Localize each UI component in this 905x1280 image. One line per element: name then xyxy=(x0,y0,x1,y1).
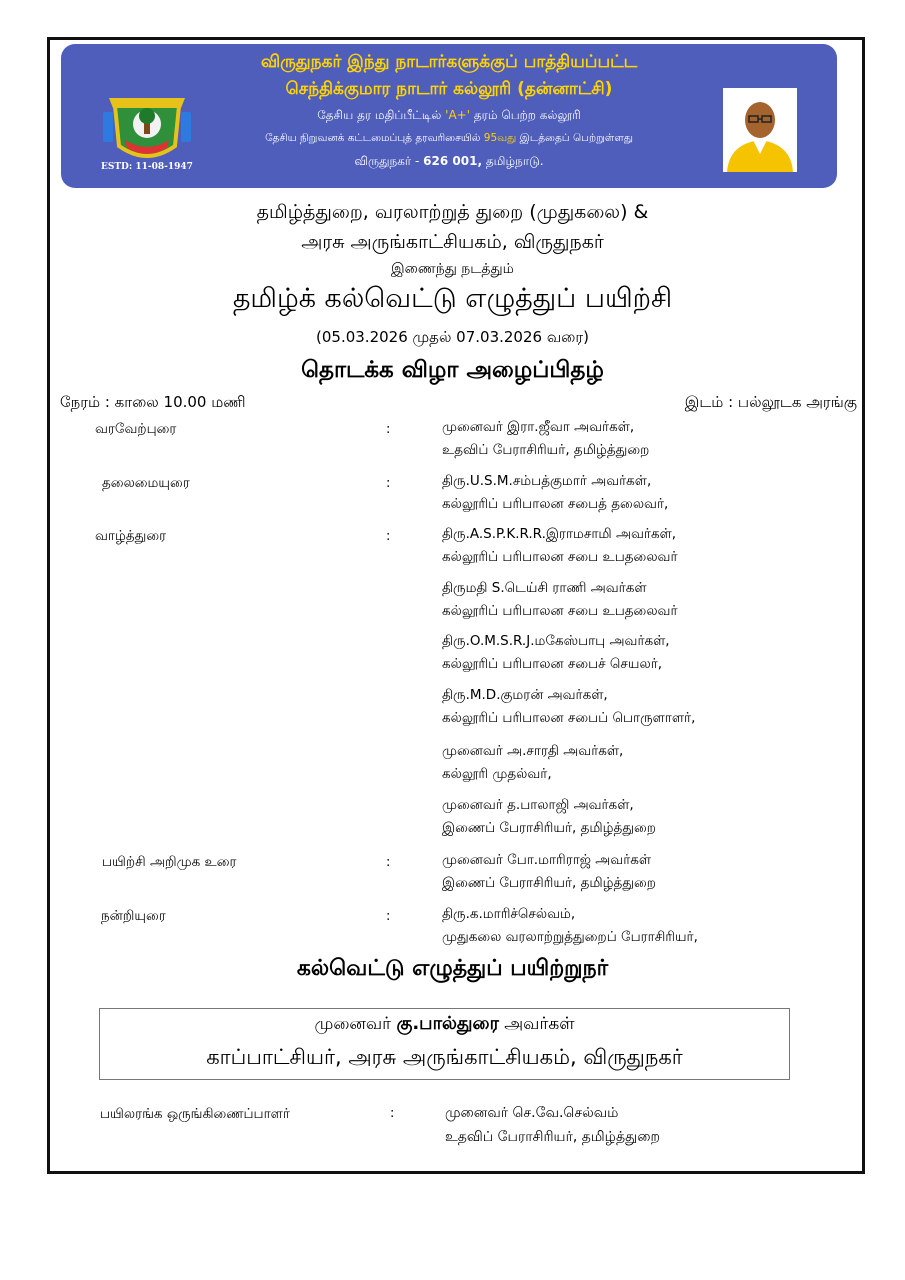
college-header-banner xyxy=(61,44,837,188)
event-dates: (05.03.2026 முதல் 07.03.2026 வரை) xyxy=(316,328,589,346)
greetings-speaker-4 xyxy=(442,684,695,730)
founder-portrait-icon xyxy=(723,88,797,172)
speaker-designation: கல்லூரிப் பரிபாலன சபைப் பொருளாளர், xyxy=(442,710,696,726)
speaker-name: திரு.க.மாரிச்செல்வம், xyxy=(442,906,576,922)
speaker-name: முனைவர் இரா.ஜீவா அவர்கள், xyxy=(442,419,635,435)
speaker-designation: இணைப் பேராசிரியர், தமிழ்த்துறை xyxy=(442,875,656,891)
speaker-name: திரு.M.D.குமரன் அவர்கள், xyxy=(442,687,608,703)
welcome-colon: : xyxy=(386,422,391,437)
greetings-speaker-2 xyxy=(442,577,678,623)
greetings-label: வாழ்த்துரை xyxy=(95,528,167,544)
event-title: தமிழ்க் கல்வெட்டு எழுத்துப் பயிற்சி xyxy=(232,283,673,314)
organizers-line2: அரசு அருங்காட்சியகம், விருதுநகர் xyxy=(301,231,604,253)
event-time: நேரம் : காலை 10.00 மணி xyxy=(60,393,246,411)
greetings-speaker-1 xyxy=(442,523,678,569)
speaker-name: திருமதி S.டெய்சி ராணி அவர்கள் xyxy=(442,580,647,596)
welcome-speaker xyxy=(442,416,649,462)
ranking-rank: 95வது xyxy=(483,132,517,144)
intro-label: பயிற்சி அறிமுக உரை xyxy=(102,854,237,870)
intro-colon: : xyxy=(386,855,391,870)
speaker-designation: இணைப் பேராசிரியர், தமிழ்த்துறை xyxy=(442,820,656,836)
trainer-box xyxy=(99,1008,790,1080)
trainer-heading: கல்வெட்டு எழுத்துப் பயிற்றுநர் xyxy=(296,956,609,981)
ranking-text: தேசிய நிறுவனக் கட்டமைப்புத் தரவரிசையில் 95வது இடத்தைப் பெற்றுள்ளது xyxy=(265,132,633,144)
speaker-name: திரு.A.S.P.K.R.R.இராமசாமி அவர்கள், xyxy=(442,526,677,542)
speaker-designation: முதுகலை வரலாற்றுத்துறைப் பேராசிரியர், xyxy=(442,929,698,945)
speaker-name: முனைவர் அ.சாரதி அவர்கள், xyxy=(442,743,624,759)
college-name-line2: செந்திக்குமார நாடார் கல்லூரி (தன்னாட்சி) xyxy=(285,79,613,99)
trainer-name-line: முனைவர் கு.பால்துரை அவர்கள் xyxy=(314,1013,575,1034)
organizers-line1: தமிழ்த்துறை, வரலாற்றுத் துறை (முதுகலை) & xyxy=(256,201,649,223)
greetings-speaker-6 xyxy=(442,794,656,840)
invitation-heading: தொடக்க விழா அழைப்பிதழ் xyxy=(301,357,604,383)
accreditation-text: தேசிய தர மதிப்பீட்டில் 'A+' தரம் பெற்ற கல்லூரி xyxy=(317,108,581,122)
speaker-designation: கல்லூரி முதல்வர், xyxy=(442,766,552,782)
event-venue: இடம் : பல்லூடக அரங்கு xyxy=(684,393,857,411)
coordinator-info xyxy=(445,1101,660,1149)
coordinator-name: முனைவர் செ.வே.செல்வம் xyxy=(445,1105,619,1121)
thanks-speaker xyxy=(442,903,698,949)
greetings-speaker-5 xyxy=(442,740,623,786)
speaker-name: திரு.U.S.M.சம்பத்குமார் அவர்கள், xyxy=(442,473,652,489)
coordinator-label: பயிலரங்க ஒருங்கிணைப்பாளர் xyxy=(100,1106,290,1122)
presidential-label: தலைமையுரை xyxy=(102,475,190,491)
welcome-label: வரவேற்புரை xyxy=(95,421,177,437)
accreditation-grade: 'A+' xyxy=(445,108,471,122)
established-date: ESTD: 11-08-1947 xyxy=(101,162,193,172)
organizers-line3: இணைந்து நடத்தும் xyxy=(391,261,514,277)
speaker-designation: உதவிப் பேராசிரியர், தமிழ்த்துறை xyxy=(442,442,650,458)
speaker-designation: கல்லூரிப் பரிபாலன சபைச் செயலர், xyxy=(442,656,663,672)
presidential-speaker xyxy=(442,470,668,516)
intro-speaker xyxy=(442,849,656,895)
speaker-name: திரு.O.M.S.R.J.மகேஸ்பாபு அவர்கள், xyxy=(442,633,670,649)
presidential-colon: : xyxy=(386,476,391,491)
speaker-designation: கல்லூரிப் பரிபாலன சபை உபதலைவர் xyxy=(442,603,678,619)
speaker-name: முனைவர் போ.மாரிராஜ் அவர்கள் xyxy=(442,852,652,868)
coordinator-designation: உதவிப் பேராசிரியர், தமிழ்த்துறை xyxy=(445,1129,660,1145)
speaker-name: முனைவர் த.பாலாஜி அவர்கள், xyxy=(442,797,634,813)
college-address: விருதுநகர் - 626 001, தமிழ்நாடு. xyxy=(354,154,544,168)
greetings-speaker-3 xyxy=(442,630,670,676)
speaker-designation: கல்லூரிப் பரிபாலன சபைத் தலைவர், xyxy=(442,496,669,512)
college-emblem-icon xyxy=(101,88,193,172)
trainer-designation: காப்பாட்சியர், அரசு அருங்காட்சியகம், விருதுநகர் xyxy=(206,1045,683,1069)
trainer-name: கு.பால்துரை xyxy=(396,1013,499,1034)
greetings-colon: : xyxy=(386,529,391,544)
thanks-label: நன்றியுரை xyxy=(101,908,166,924)
thanks-colon: : xyxy=(386,909,391,924)
college-name-line1: விருதுநகர் இந்து நாடார்களுக்குப் பாத்தியப்பட்ட xyxy=(260,52,638,72)
coordinator-colon: : xyxy=(390,1106,395,1121)
speaker-designation: கல்லூரிப் பரிபாலன சபை உபதலைவர் xyxy=(442,549,678,565)
